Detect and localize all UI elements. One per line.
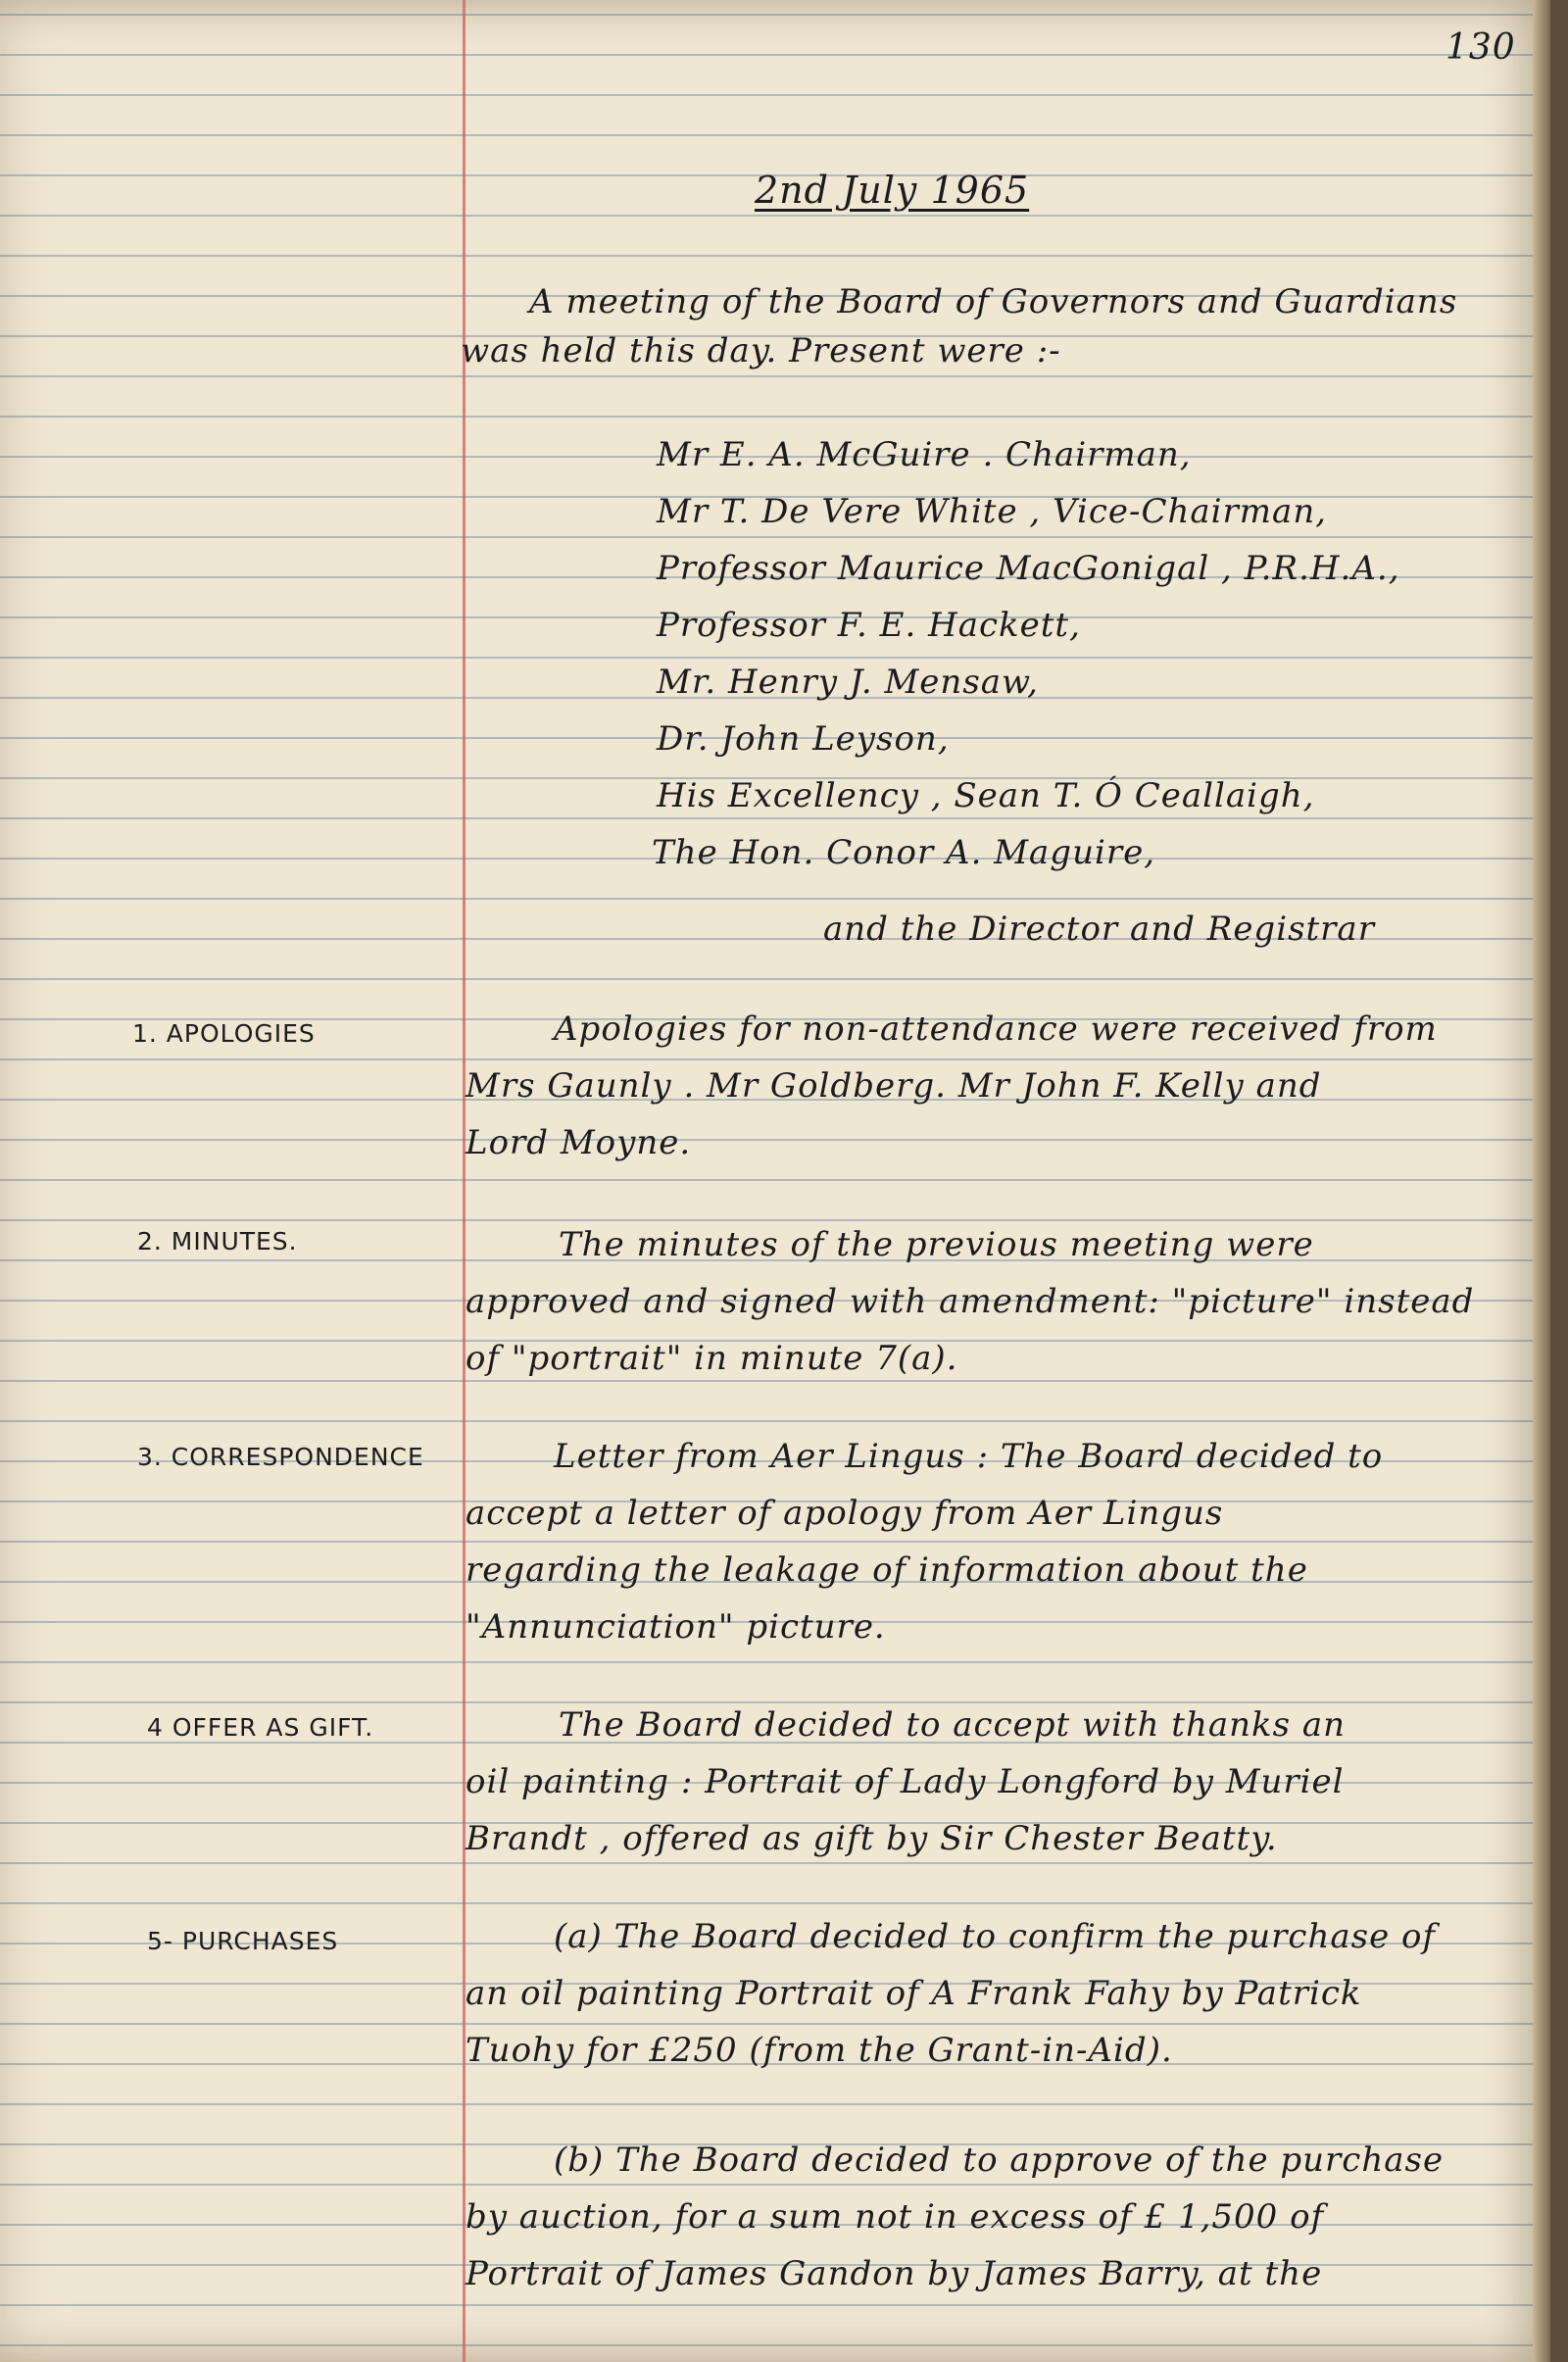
item-line: approved and signed with amendment: "picture" instead [466,1282,1475,1321]
item-heading-apologies: 1. APOLOGIES [132,1019,316,1048]
intro-line: was held this day. Present were :- [461,331,1061,370]
date-heading: 2nd July 1965 [755,169,1030,212]
page-number: 130 [1446,27,1516,68]
item-line: (a) The Board decided to confirm the purchase of [554,1917,1437,1956]
item-line: an oil painting Portrait of A Frank Fahy by Patrick [466,1974,1362,2013]
item-line: by auction, for a sum not in excess of £ 1,500 of [466,2197,1325,2237]
item-line: regarding the leakage of information about the [466,1550,1308,1590]
attendee: Mr E. A. McGuire . Chairman, [657,435,1192,474]
item-line: oil painting : Portrait of Lady Longford by Muriel [466,1762,1345,1801]
item-line: Lord Moyne. [466,1123,692,1162]
attendee: His Excellency , Sean T. Ó Ceallaigh, [657,776,1315,815]
item-line: Mrs Gaunly . Mr Goldberg. Mr John F. Kelly and [466,1066,1322,1106]
item-line: Portrait of James Gandon by James Barry, at the [466,2254,1323,2293]
attendee: Professor Maurice MacGonigal , P.R.H.A., [657,549,1400,588]
item-heading-correspondence: 3. CORRESPONDENCE [137,1443,424,1471]
item-line: accept a letter of apology from Aer Lingus [466,1494,1224,1533]
item-line: Brandt , offered as gift by Sir Chester Beatty. [466,1819,1278,1858]
item-heading-minutes: 2. MINUTES. [137,1227,298,1255]
also-present: and the Director and Registrar [823,910,1375,949]
item-heading-purchases: 5- PURCHASES [147,1927,339,1955]
intro-line: A meeting of the Board of Governors and Guardians [529,282,1458,321]
item-line: of "portrait" in minute 7(a). [466,1339,958,1378]
item-line: Apologies for non-attendance were received from [554,1009,1438,1049]
item-line: "Annunciation" picture. [466,1607,886,1647]
attendee: Mr T. De Vere White , Vice-Chairman, [657,492,1328,531]
page-edge [1533,0,1550,2362]
item-line: Letter from Aer Lingus : The Board decided to [554,1437,1384,1476]
attendee: The Hon. Conor A. Maguire, [652,833,1156,872]
item-line: The minutes of the previous meeting were [559,1225,1314,1264]
item-heading-offer-as-gift: 4 OFFER AS GIFT. [147,1713,374,1742]
attendee: Dr. John Leyson, [657,719,950,759]
item-line: The Board decided to accept with thanks an [559,1705,1347,1745]
item-line: (b) The Board decided to approve of the purchase [554,2141,1445,2180]
item-line: Tuohy for £250 (from the Grant-in-Aid). [466,2031,1173,2070]
attendee: Mr. Henry J. Mensaw, [657,663,1039,702]
attendee: Professor F. E. Hackett, [657,606,1081,645]
